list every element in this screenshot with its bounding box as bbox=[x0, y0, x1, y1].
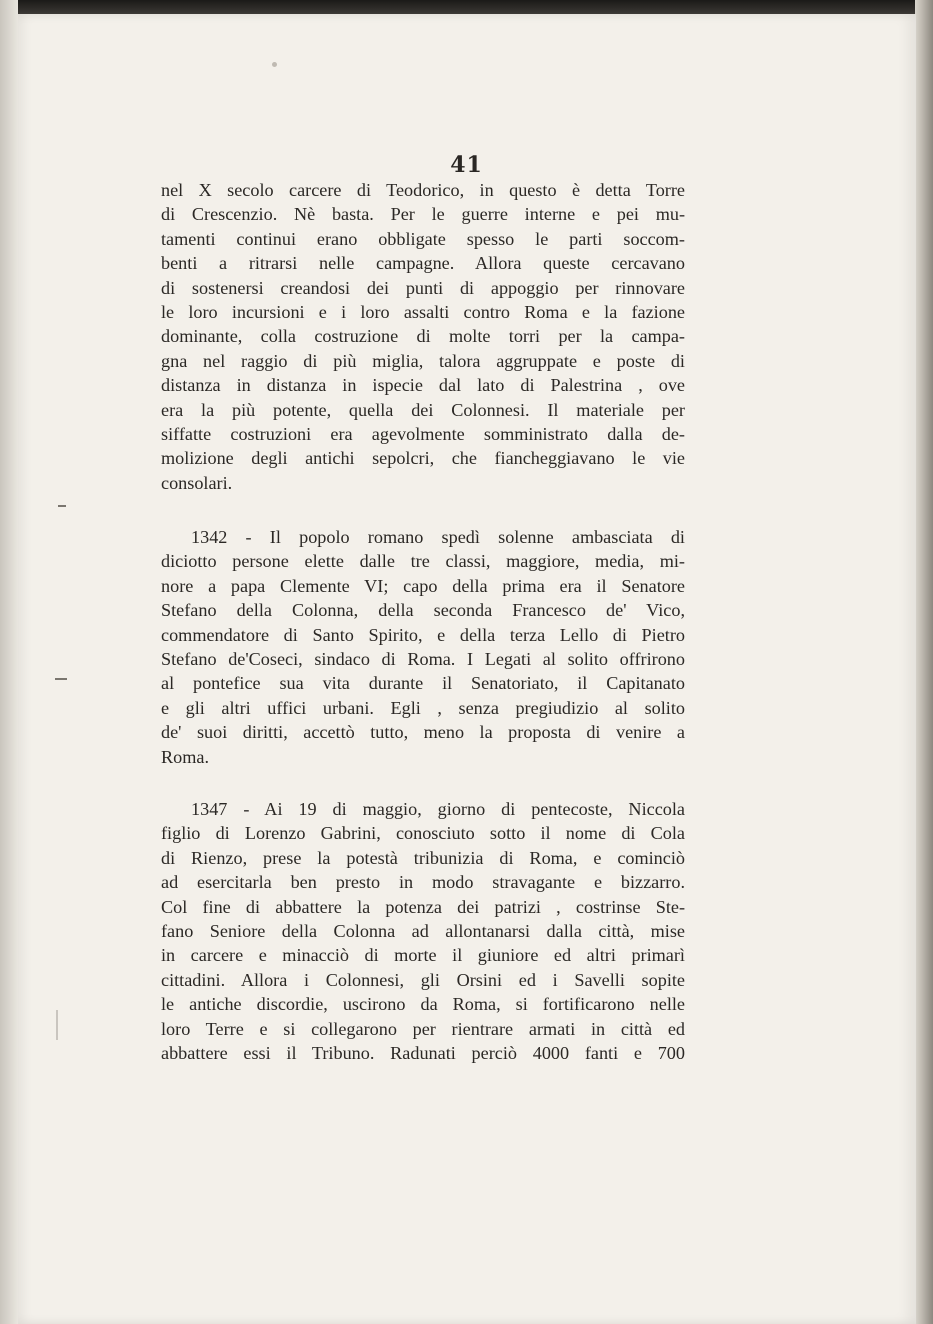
text-line: siffatte costruzioni era agevolmente somministrato dalla de- bbox=[161, 423, 685, 444]
paper-speck bbox=[272, 62, 277, 67]
margin-tick bbox=[55, 678, 67, 680]
margin-tick bbox=[56, 1010, 58, 1040]
paragraph-1 bbox=[161, 178, 685, 495]
text-line: in carcere e minacciò di morte il giuniore ed altri primarì bbox=[161, 945, 685, 966]
text-line: cittadini. Allora i Colonnesi, gli Orsini ed i Savelli sopite bbox=[161, 969, 685, 990]
text-line: Col fine di abbattere la potenza dei patrizi , costrinse Ste- bbox=[161, 896, 685, 917]
text-line: distanza in distanza in ispecie dal lato di Palestrina , ove bbox=[161, 375, 685, 396]
text-line: al pontefice sua vita durante il Senatoriato, il Capitanato bbox=[161, 673, 685, 694]
text-line: de' suoi diritti, accettò tutto, meno la proposta di venire a bbox=[161, 722, 685, 743]
text-line: di Rienzo, prese la potestà tribunizia di Roma, e cominciò bbox=[161, 847, 685, 868]
text-line: diciotto persone elette dalle tre classi, maggiore, media, mi- bbox=[161, 551, 685, 572]
text-line: di Crescenzio. Nè basta. Per le guerre interne e pei mu- bbox=[161, 204, 685, 225]
scan-left-border bbox=[0, 0, 18, 1324]
text-line: di sostenersi creandosi dei punti di appoggio per rinnovare bbox=[161, 277, 685, 298]
text-line: consolari. bbox=[161, 472, 233, 493]
text-line: figlio di Lorenzo Gabrini, conosciuto sotto il nome di Cola bbox=[161, 823, 685, 844]
text-line: nel X secolo carcere di Teodorico, in questo è detta Torre bbox=[161, 180, 685, 200]
text-line: ad esercitarla ben presto in modo stravagante e bizzarro. bbox=[161, 872, 685, 893]
margin-tick bbox=[58, 505, 66, 507]
text-line: Roma. bbox=[161, 746, 209, 767]
text-line: era la più potente, quella dei Colonnesi. Il materiale per bbox=[161, 399, 685, 420]
text-line: le loro incursioni e i loro assalti contro Roma e la fazione bbox=[161, 301, 685, 322]
text-line: Stefano della Colonna, della seconda Francesco de' Vico, bbox=[161, 600, 685, 621]
text-line: e gli altri uffici urbani. Egli , senza pregiudizio al solito bbox=[161, 697, 685, 718]
text-line: le antiche discordie, uscirono da Roma, si fortificarono nelle bbox=[161, 994, 685, 1015]
paragraph-1342 bbox=[161, 525, 685, 769]
text-line: loro Terre e si collegarono per rientrare armati in città ed bbox=[161, 1018, 685, 1039]
text-line: commendatore di Santo Spirito, e della terza Lello di Pietro bbox=[161, 624, 685, 645]
text-line: fano Seniore della Colonna ad allontanarsi dalla città, mise bbox=[161, 920, 685, 941]
text-line: 1347 - Ai 19 di maggio, giorno di pentecoste, Niccola bbox=[191, 799, 685, 819]
text-line: abbattere essi il Tribuno. Radunati perciò 4000 fanti e 700 bbox=[161, 1042, 685, 1063]
text-line: tamenti continui erano obbligate spesso le parti soccom- bbox=[161, 228, 685, 249]
text-line: 1342 - Il popolo romano spedì solenne ambasciata di bbox=[191, 527, 685, 547]
paragraph-1347 bbox=[161, 797, 685, 1065]
text-line: gna nel raggio di più miglia, talora aggruppate e poste di bbox=[161, 350, 685, 371]
text-line: molizione degli antichi sepolcri, che fiancheggiavano le vie bbox=[161, 448, 685, 469]
page-number: 41 bbox=[450, 152, 483, 178]
text-line: dominante, colla costruzione di molte torri per la campa- bbox=[161, 326, 685, 347]
text-line: nore a papa Clemente VI; capo della prima era il Senatore bbox=[161, 575, 685, 596]
text-line: Stefano de'Coseci, sindaco di Roma. I Legati al solito offrirono bbox=[161, 648, 685, 669]
scan-right-border bbox=[915, 0, 933, 1324]
text-line: benti a ritrarsi nelle campagne. Allora queste cercavano bbox=[161, 253, 685, 274]
